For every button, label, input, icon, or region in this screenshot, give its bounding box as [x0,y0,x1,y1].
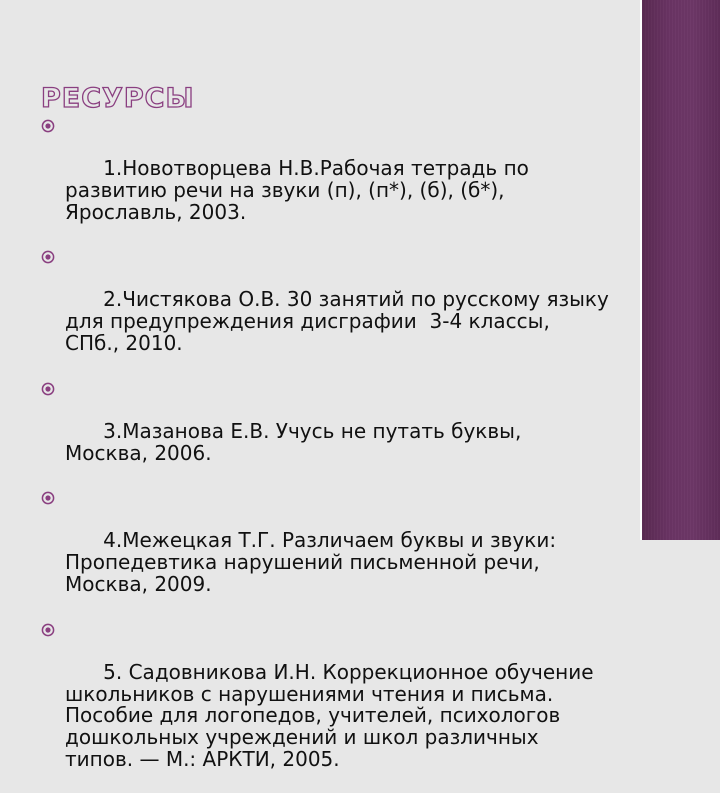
list-item [41,486,621,617]
list-item [41,618,621,793]
list-item [41,377,621,487]
list-item [41,245,621,376]
decorative-side-band [642,0,720,540]
list-item-text: 4.Межецкая Т.Г. Различаем буквы и звуки: Пропедевтика нарушений письменной речи, Москва, 2009. [65,528,557,597]
circle-bullet-icon [41,491,55,505]
list-item-text: 1.Новотворцева Н.В.Рабочая тетрадь по развитию речи на звуки (п), (п*), (б), (б*), Ярославль, 2003. [65,155,529,224]
circle-bullet-icon [41,250,55,264]
resources-list [41,114,621,793]
list-item [41,114,621,245]
circle-bullet-icon [41,382,55,396]
slide-title: РЕСУРСЫ [41,83,195,114]
circle-bullet-icon [41,623,55,637]
list-item-text: 5. Садовникова И.Н. Коррекционное обучение школьников с нарушениями чтения и письма. Пособие для логопедов, учителей, психологов дошкольных учреждений и школ различных типов. — М.: АРКТИ, 2005. [65,659,594,772]
list-item-text: 3.Мазанова Е.В. Учусь не путать буквы, Москва, 2006. [65,418,522,465]
circle-bullet-icon [41,119,55,133]
list-item-text: 2.Чистякова О.В. 30 занятий по русскому языку для предупреждения дисграфии 3-4 классы, СПб., 2010. [65,287,609,356]
